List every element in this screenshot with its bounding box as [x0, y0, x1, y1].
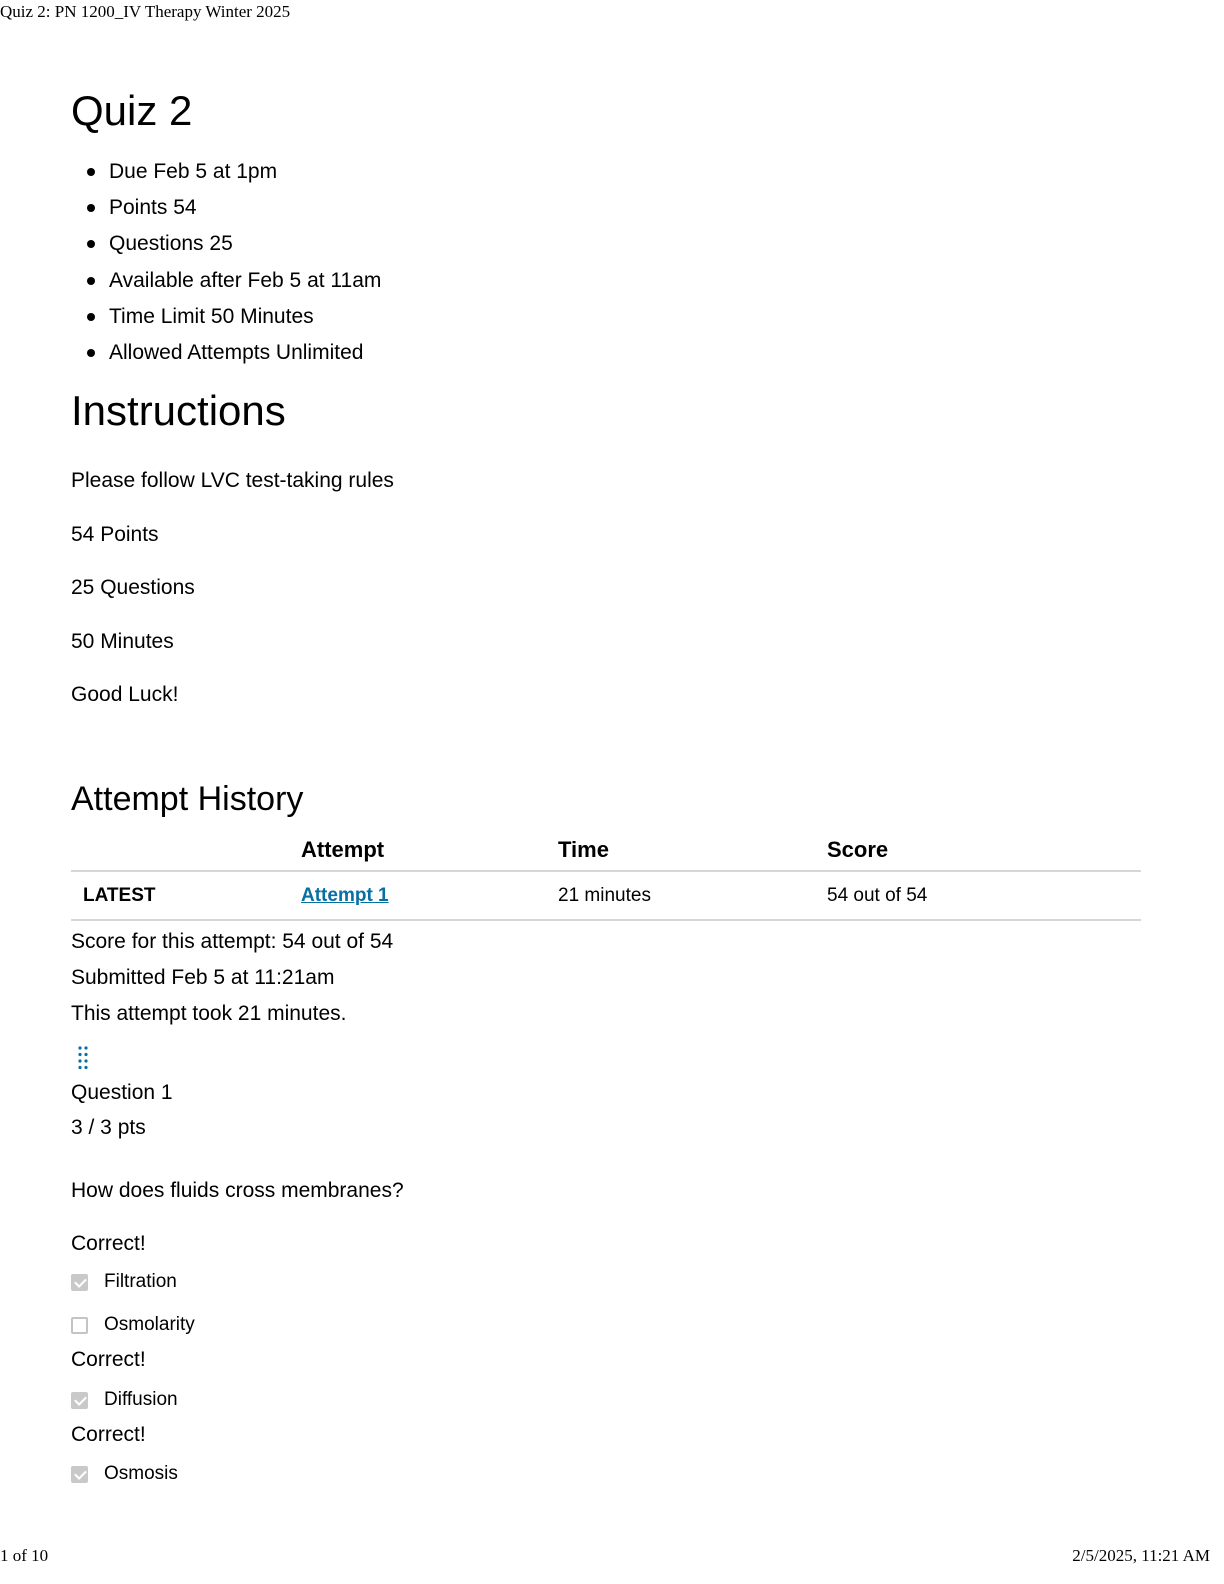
- attempt-history-table: [71, 830, 1141, 921]
- question-text: How does fluids cross membranes?: [71, 1179, 404, 1202]
- column-header-status: [71, 830, 301, 871]
- answer-option: [71, 1270, 177, 1294]
- answer-label: Filtration: [104, 1271, 177, 1292]
- column-header-score: Score: [827, 830, 1141, 871]
- attempt-cell: [301, 871, 558, 920]
- instructions-text: 50 Minutes: [71, 630, 174, 653]
- instructions-text: 54 Points: [71, 523, 159, 546]
- correct-feedback: Correct!: [71, 1423, 146, 1446]
- answer-option: [71, 1388, 178, 1412]
- attempt-time: 21 minutes: [558, 871, 827, 920]
- column-header-time: Time: [558, 830, 827, 871]
- instructions-text: Good Luck!: [71, 683, 179, 706]
- attempt-score-summary: Score for this attempt: 54 out of 54: [71, 930, 394, 953]
- drag-handle-icon[interactable]: [76, 1045, 90, 1071]
- question-title: Question 1: [71, 1081, 173, 1104]
- column-header-attempt: Attempt: [301, 830, 558, 871]
- checkbox-checked[interactable]: [71, 1466, 88, 1483]
- checkbox-unchecked[interactable]: [71, 1317, 88, 1334]
- quiz-detail-points: Points 54: [109, 190, 381, 226]
- attempt-submitted-time: Submitted Feb 5 at 11:21am: [71, 966, 335, 989]
- table-row: [71, 871, 1141, 920]
- print-header-title: Quiz 2: PN 1200_IV Therapy Winter 2025: [0, 2, 291, 21]
- instructions-text: 25 Questions: [71, 576, 195, 599]
- question-points: 3 / 3 pts: [71, 1116, 146, 1139]
- quiz-detail-due: Due Feb 5 at 1pm: [109, 154, 381, 190]
- correct-feedback: Correct!: [71, 1348, 146, 1371]
- instructions-heading: Instructions: [71, 387, 286, 434]
- answer-label: Diffusion: [104, 1389, 178, 1410]
- attempt-1-link[interactable]: Attempt 1: [301, 884, 389, 906]
- quiz-detail-time-limit: Time Limit 50 Minutes: [109, 299, 381, 335]
- answer-label: Osmosis: [104, 1463, 178, 1484]
- attempt-status-badge: LATEST: [71, 871, 301, 920]
- page-number: 1 of 10: [0, 1546, 49, 1565]
- table-header-row: [71, 830, 1141, 871]
- attempt-history-heading: Attempt History: [71, 780, 304, 818]
- quiz-detail-questions: Questions 25: [109, 226, 381, 262]
- attempt-duration: This attempt took 21 minutes.: [71, 1002, 347, 1025]
- quiz-details-list: [71, 154, 381, 371]
- attempt-score: 54 out of 54: [827, 871, 1141, 920]
- checkbox-checked[interactable]: [71, 1392, 88, 1409]
- answer-option: [71, 1462, 178, 1486]
- correct-feedback: Correct!: [71, 1232, 146, 1255]
- answer-option: [71, 1313, 195, 1337]
- quiz-detail-available: Available after Feb 5 at 11am: [109, 263, 381, 299]
- checkbox-checked[interactable]: [71, 1274, 88, 1291]
- quiz-title: Quiz 2: [71, 87, 193, 134]
- answer-label: Osmolarity: [104, 1314, 195, 1335]
- instructions-text: Please follow LVC test-taking rules: [71, 469, 394, 492]
- quiz-detail-allowed-attempts: Allowed Attempts Unlimited: [109, 335, 381, 371]
- print-timestamp: 2/5/2025, 11:21 AM: [1072, 1546, 1210, 1565]
